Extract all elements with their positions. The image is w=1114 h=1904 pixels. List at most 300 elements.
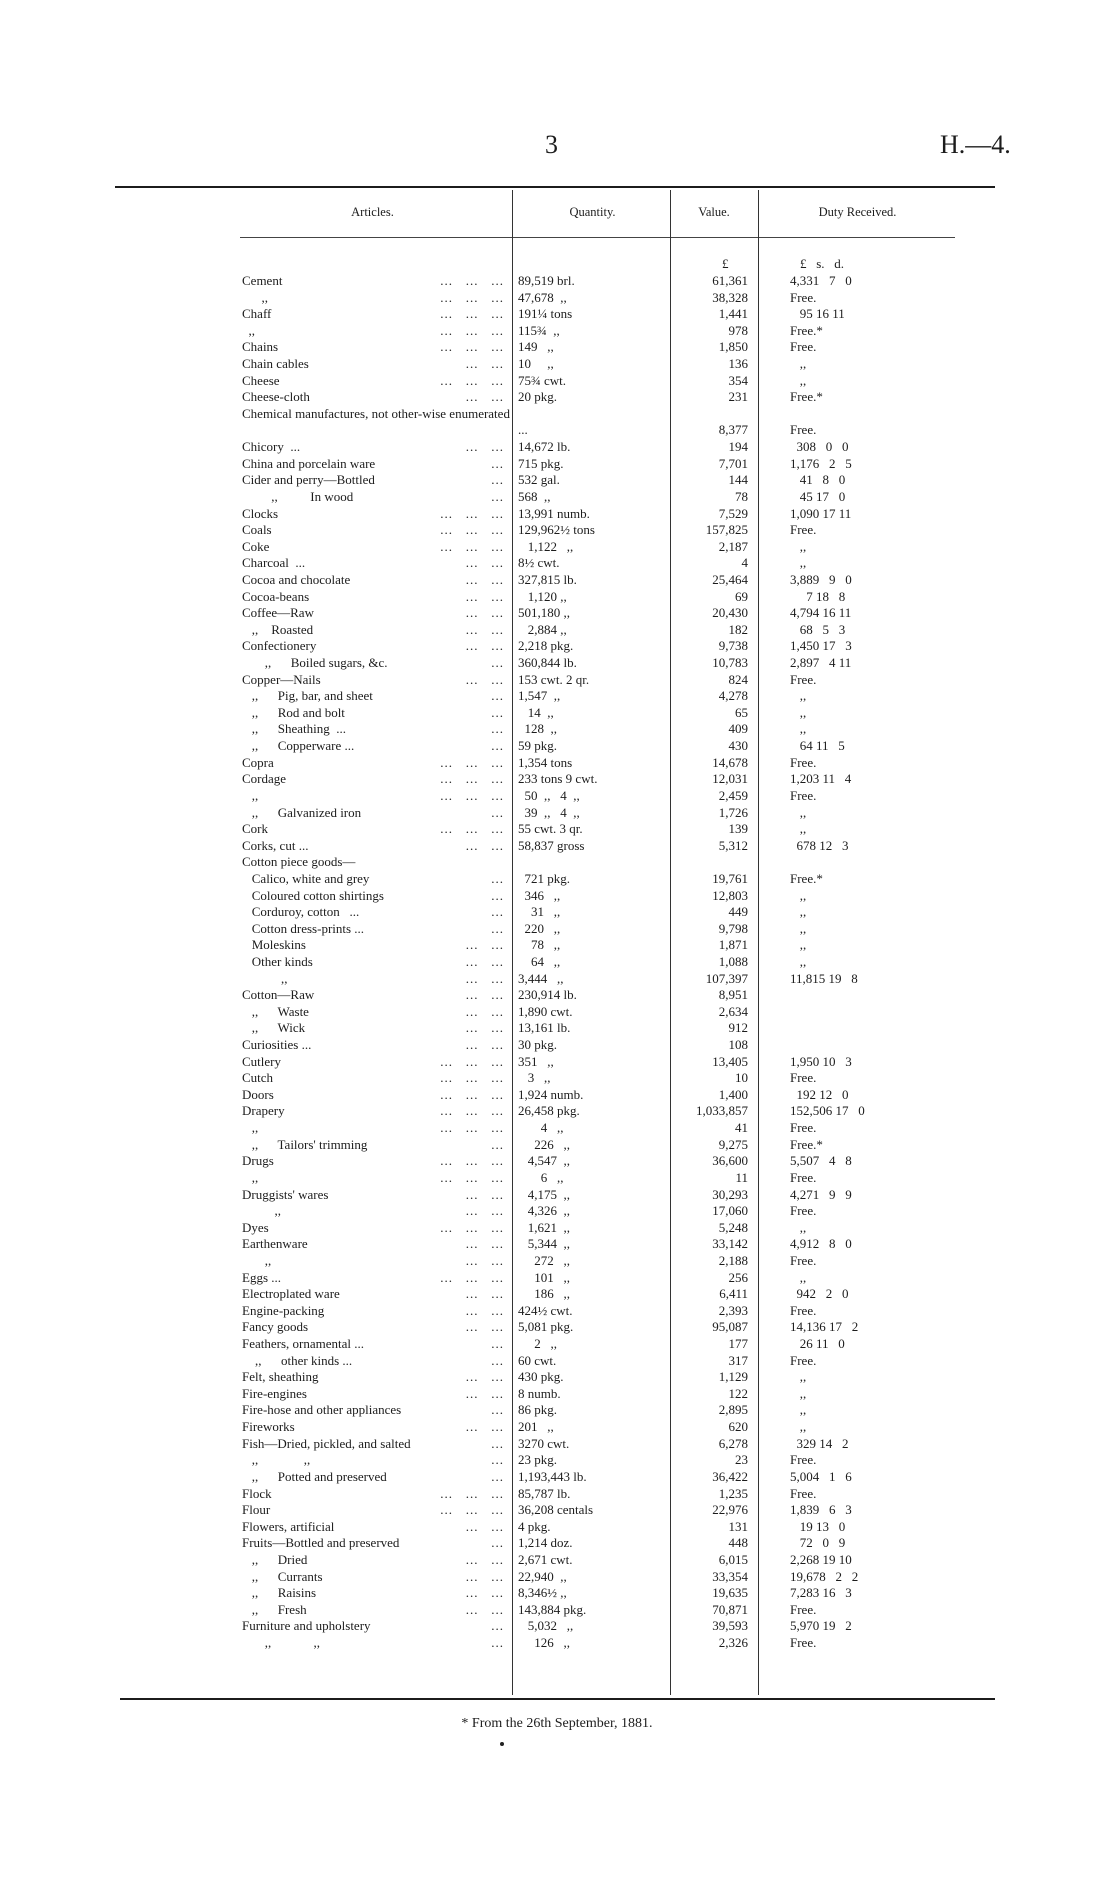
leader-dots: ... ... [465, 356, 504, 372]
duty-cell: 2,268 19 10 [790, 1551, 852, 1567]
article-name: ,, other kinds ... ... [242, 1352, 504, 1368]
leader-dots: ... ... ... [440, 1103, 504, 1119]
leader-dots: ... [491, 655, 504, 671]
value-cell: 1,033,857 [696, 1103, 748, 1119]
article-name: Fireworks ... ... [242, 1419, 504, 1435]
leader-dots: ... ... ... [440, 306, 504, 322]
table-row [0, 406, 1114, 439]
duty-cell: 2,897 4 11 [790, 655, 852, 671]
table-row [0, 738, 1114, 755]
article-name: Electroplated ware ... ... [242, 1286, 504, 1302]
value-cell: 10 [735, 1070, 748, 1086]
value-cell: 136 [728, 356, 748, 372]
value-cell: 8,377 [718, 422, 748, 438]
quantity-cell: 1,547 ,, [518, 688, 561, 704]
leader-dots: ... ... ... [440, 821, 504, 837]
leader-dots: ... ... [465, 1003, 504, 1019]
duty-cell: Free. [790, 787, 817, 803]
article-name: ,, ... ... ... [242, 322, 504, 338]
duty-cell: Free. [790, 754, 817, 770]
value-cell: 4 [741, 555, 748, 571]
leader-dots: ... ... ... [440, 1120, 504, 1136]
leader-dots: ... ... [465, 1419, 504, 1435]
quantity-cell: 327,815 lb. [518, 571, 577, 587]
value-cell: 2,188 [718, 1252, 748, 1268]
leader-dots: ... ... ... [440, 538, 504, 554]
quantity-cell: 1,924 numb. [518, 1086, 584, 1102]
article-name: ,, Potted and preserved ... [242, 1468, 504, 1484]
article-name: Cotton—Raw ... ... [242, 987, 504, 1003]
column-header-articles: Articles. [351, 205, 394, 219]
article-name: Fire-engines ... ... [242, 1385, 504, 1401]
duty-cell: Free. [790, 1352, 817, 1368]
article-name: ,, Rod and bolt ... [242, 704, 504, 720]
value-cell: 20,430 [712, 605, 748, 621]
article-name: ,, ... ... ... [242, 787, 504, 803]
article-name: Dyes ... ... ... [242, 1219, 504, 1235]
article-name: Fish—Dried, pickled, and salted ... [242, 1435, 504, 1451]
leader-dots: ... [491, 738, 504, 754]
leader-dots: ... [491, 920, 504, 936]
quantity-cell: 153 cwt. 2 qr. [518, 671, 590, 687]
article-name: ,, Dried ... ... [242, 1551, 504, 1567]
duty-cell: 4,271 9 9 [790, 1186, 852, 1202]
duty-cell: ,, [790, 821, 807, 837]
quantity-cell: 58,837 gross [518, 837, 585, 853]
duty-cell: Free. [790, 339, 817, 355]
quantity-cell: 4 pkg. [518, 1518, 551, 1534]
units-row [0, 256, 1114, 272]
quantity-cell: 8 numb. [518, 1385, 561, 1401]
table-row [0, 1469, 1114, 1486]
duty-cell: 14,136 17 2 [790, 1319, 859, 1335]
value-cell: 4,278 [718, 688, 748, 704]
duty-cell: Free.* [790, 1136, 823, 1152]
duty-cell: Free. [790, 1252, 817, 1268]
leader-dots: ... ... [465, 571, 504, 587]
article-name: Corduroy, cotton ... ... [242, 904, 504, 920]
table-row [0, 788, 1114, 805]
article-name: Cotton dress-prints ... ... [242, 920, 504, 936]
quantity-cell: 715 pkg. [518, 455, 564, 471]
value-cell: 9,738 [718, 638, 748, 654]
value-cell: 19,635 [712, 1585, 748, 1601]
duty-cell: 3,889 9 0 [790, 571, 852, 587]
quantity-cell: 5,081 pkg. [518, 1319, 574, 1335]
column-header-duty: Duty Received. [818, 205, 897, 219]
duty-cell: 1,950 10 3 [790, 1053, 852, 1069]
value-cell: 33,142 [712, 1236, 748, 1252]
value-cell: 449 [728, 904, 748, 920]
value-cell: 19,761 [712, 870, 748, 886]
article-name: ,, Copperware ... ... [242, 738, 504, 754]
article-name: Charcoal ... ... ... [242, 555, 504, 571]
quantity-cell: 1,193,443 lb. [518, 1468, 587, 1484]
table-row [0, 1502, 1114, 1519]
article-name: Cheese-cloth ... ... [242, 389, 504, 405]
quantity-cell: 60 cwt. [518, 1352, 557, 1368]
article-name: Cordage ... ... ... [242, 771, 504, 787]
leader-dots: ... ... [465, 1601, 504, 1617]
article-name: Flour ... ... ... [242, 1502, 504, 1518]
quantity-cell: 89,519 brl. [518, 273, 575, 288]
quantity-cell: 22,940 ,, [518, 1568, 567, 1584]
quantity-cell: 4,326 ,, [518, 1203, 570, 1219]
article-name: ,, ... ... [242, 1203, 504, 1219]
value-cell: 122 [728, 1385, 748, 1401]
leader-dots: ... ... [465, 439, 504, 455]
value-cell: 108 [728, 1037, 748, 1053]
duty-cell: Free. [790, 289, 817, 305]
table-row [0, 1618, 1114, 1635]
leader-dots: ... ... [465, 1186, 504, 1202]
leader-dots: ... ... [465, 621, 504, 637]
leader-dots: ... ... ... [440, 771, 504, 787]
quantity-cell: 86 pkg. [518, 1402, 557, 1418]
quantity-cell: 128 ,, [518, 721, 557, 737]
duty-cell: 11,815 19 8 [790, 970, 858, 986]
value-cell: 9,798 [718, 920, 748, 936]
quantity-cell: 532 gal. [518, 472, 560, 488]
leader-dots: ... [491, 488, 504, 504]
table-row [0, 1486, 1114, 1503]
duty-cell: 41 8 0 [790, 472, 846, 488]
duty-cell: Free. [790, 1601, 817, 1617]
duty-cell: 95 16 11 [790, 306, 845, 322]
table-row [0, 323, 1114, 340]
duty-cell: ,, [790, 372, 807, 388]
duty-cell: 7,283 16 3 [790, 1585, 852, 1601]
article-name: ,, Roasted ... ... [242, 621, 504, 637]
table-row [0, 1170, 1114, 1187]
value-cell: 1,400 [718, 1086, 748, 1102]
article-name: Eggs ... ... ... ... [242, 1269, 504, 1285]
quantity-cell: 8½ cwt. [518, 555, 560, 571]
article-name: ,, ... ... ... [242, 1120, 504, 1136]
leader-dots: ... ... [465, 1585, 504, 1601]
article-name: Cotton piece goods— [242, 854, 356, 870]
leader-dots: ... [491, 704, 504, 720]
leader-dots: ... [491, 455, 504, 471]
article-name: Corks, cut ... ... ... [242, 837, 504, 853]
table-row [0, 1137, 1114, 1154]
leader-dots: ... [491, 1402, 504, 1418]
table-row [0, 1153, 1114, 1170]
table-row [0, 1386, 1114, 1403]
table-row [0, 688, 1114, 705]
duty-cell: 19 13 0 [790, 1518, 846, 1534]
leader-dots: ... [491, 688, 504, 704]
quantity-cell: 78 ,, [518, 937, 561, 953]
table-row [0, 589, 1114, 606]
duty-cell: 7 18 8 [790, 588, 846, 604]
article-name: Chemical manufactures, not other-wise enumerated [242, 405, 510, 421]
table-row [0, 373, 1114, 390]
page-number: 3 [545, 130, 558, 159]
header-rule [240, 237, 955, 238]
value-cell: 256 [728, 1269, 748, 1285]
dot-mark [500, 1742, 504, 1746]
quantity-cell: 6 ,, [518, 1169, 564, 1185]
quantity-cell: 1,621 ,, [518, 1219, 570, 1235]
table-row [0, 1037, 1114, 1054]
quantity-cell: 30 pkg. [518, 1037, 557, 1053]
value-cell: 95,087 [712, 1319, 748, 1335]
value-cell: 36,600 [712, 1153, 748, 1169]
leader-dots: ... ... [465, 1369, 504, 1385]
value-cell: 22,976 [712, 1502, 748, 1518]
top-rule [115, 186, 995, 188]
duty-cell: 68 5 3 [790, 621, 846, 637]
value-cell: 182 [728, 621, 748, 637]
leader-dots: ... ... [465, 1037, 504, 1053]
table-row [0, 456, 1114, 473]
leader-dots: ... ... [465, 638, 504, 654]
value-cell: 1,235 [718, 1485, 748, 1501]
article-name: ,, Waste ... ... [242, 1003, 504, 1019]
table-row [0, 1120, 1114, 1137]
article-name: ,, Tailors' trimming ... [242, 1136, 504, 1152]
article-name: ,, Fresh ... ... [242, 1601, 504, 1617]
value-cell: 61,361 [712, 273, 748, 288]
value-cell: 1,850 [718, 339, 748, 355]
quantity-cell: 4 ,, [518, 1120, 564, 1136]
article-name: Coloured cotton shirtings ... [242, 887, 504, 903]
value-cell: 5,312 [718, 837, 748, 853]
quantity-cell: 568 ,, [518, 488, 551, 504]
leader-dots: ... ... [465, 1302, 504, 1318]
article-name: ,, Pig, bar, and sheet ... [242, 688, 504, 704]
value-cell: 70,871 [712, 1601, 748, 1617]
leader-dots: ... [491, 1336, 504, 1352]
value-cell: 23 [735, 1452, 748, 1468]
article-name: Earthenware ... ... [242, 1236, 504, 1252]
article-name: Fire-hose and other appliances ... [242, 1402, 504, 1418]
duty-cell: ,, [790, 704, 807, 720]
quantity-cell: 10 ,, [518, 356, 554, 372]
table-row [0, 1286, 1114, 1303]
leader-dots: ... ... ... [440, 1086, 504, 1102]
duty-cell: ,, [790, 721, 807, 737]
duty-cell: ,, [790, 937, 807, 953]
value-cell: 409 [728, 721, 748, 737]
table-row [0, 439, 1114, 456]
value-cell: 69 [735, 588, 748, 604]
table-row [0, 1087, 1114, 1104]
value-cell: 231 [728, 389, 748, 405]
duty-cell: 308 0 0 [790, 439, 849, 455]
duty-cell: Free. [790, 1634, 817, 1650]
duty-cell: ,, [790, 1219, 807, 1235]
article-name: Clocks ... ... ... [242, 505, 504, 521]
leader-dots: ... [491, 870, 504, 886]
duty-cell: 1,090 17 11 [790, 505, 852, 521]
quantity-cell: 2,218 pkg. [518, 638, 574, 654]
article-name: ,, Sheathing ... ... [242, 721, 504, 737]
quantity-cell: 126 ,, [518, 1634, 570, 1650]
quantity-cell: 2,884 ,, [518, 621, 567, 637]
value-cell: 824 [728, 671, 748, 687]
article-name: Felt, sheathing ... ... [242, 1369, 504, 1385]
table-row [0, 489, 1114, 506]
value-cell: 8,951 [718, 987, 748, 1003]
leader-dots: ... ... ... [440, 754, 504, 770]
article-name: Drugs ... ... ... [242, 1153, 504, 1169]
table-row [0, 1187, 1114, 1204]
value-cell: 2,187 [718, 538, 748, 554]
article-name: Coke ... ... ... [242, 538, 504, 554]
quantity-cell: 4,547 ,, [518, 1153, 570, 1169]
table-row [0, 638, 1114, 655]
table-row [0, 1353, 1114, 1370]
leader-dots: ... ... [465, 1020, 504, 1036]
quantity-cell: 1,122 ,, [518, 538, 574, 554]
table-row [0, 771, 1114, 788]
leader-dots: ... ... [465, 605, 504, 621]
duty-cell: Free. [790, 671, 817, 687]
quantity-cell: 85,787 lb. [518, 1485, 571, 1501]
quantity-cell: 233 tons 9 cwt. [518, 771, 598, 787]
table-row [0, 854, 1114, 871]
article-name: Cider and perry—Bottled ... [242, 472, 504, 488]
leader-dots: ... [491, 1435, 504, 1451]
article-name: ,, ,, ... [242, 1452, 504, 1468]
leader-dots: ... ... ... [440, 1502, 504, 1518]
value-unit: £ [722, 256, 729, 271]
leader-dots: ... ... [465, 1385, 504, 1401]
value-cell: 430 [728, 738, 748, 754]
leader-dots: ... ... [465, 1568, 504, 1584]
leader-dots: ... [491, 721, 504, 737]
article-name: Coals ... ... ... [242, 522, 504, 538]
leader-dots: ... ... ... [440, 322, 504, 338]
quantity-cell: 5,032 ,, [518, 1618, 574, 1634]
duty-cell: Free. [790, 1302, 817, 1318]
leader-dots: ... ... [465, 987, 504, 1003]
table-row [0, 472, 1114, 489]
quantity-cell: 143,884 pkg. [518, 1601, 587, 1617]
article-name: China and porcelain ware ... [242, 455, 504, 471]
leader-dots: ... ... ... [440, 372, 504, 388]
duty-cell: Free. [790, 1070, 817, 1086]
article-name: Chains ... ... ... [242, 339, 504, 355]
value-cell: 194 [728, 439, 748, 455]
table-row [0, 805, 1114, 822]
duty-cell: Free. [790, 422, 817, 438]
duty-cell: 5,970 19 2 [790, 1618, 852, 1634]
duty-cell: ,, [790, 954, 807, 969]
value-cell: 12,803 [712, 887, 748, 903]
table-row [0, 954, 1114, 971]
quantity-cell: 1,354 tons [518, 754, 573, 770]
quantity-cell: 115¾ ,, [518, 322, 560, 338]
table-row [0, 1270, 1114, 1287]
quantity-cell: 2,671 cwt. [518, 1551, 573, 1567]
duty-cell: 329 14 2 [790, 1435, 849, 1451]
article-name: Curiosities ... ... ... [242, 1037, 504, 1053]
table-row [0, 1402, 1114, 1419]
quantity-cell: 1,120 ,, [518, 588, 567, 604]
duty-cell: 45 17 0 [790, 488, 846, 504]
table-row [0, 921, 1114, 938]
quantity-cell: 272 ,, [518, 1252, 570, 1268]
quantity-cell: 14 ,, [518, 704, 554, 720]
table-row [0, 987, 1114, 1004]
article-name: ,, ... ... ... [242, 289, 504, 305]
leader-dots: ... [491, 1136, 504, 1152]
quantity-cell: 1,890 cwt. [518, 1003, 573, 1019]
leader-dots: ... ... [465, 1236, 504, 1252]
table-row [0, 1070, 1114, 1087]
table-row [0, 1303, 1114, 1320]
column-header-value: Value. [698, 205, 730, 219]
duty-cell: Free. [790, 1485, 817, 1501]
article-name: ,, Wick ... ... [242, 1020, 504, 1036]
table-row [0, 1585, 1114, 1602]
value-cell: 13,405 [712, 1053, 748, 1069]
table-row [0, 1220, 1114, 1237]
article-name: Cheese ... ... ... [242, 372, 504, 388]
value-cell: 6,015 [718, 1551, 748, 1567]
table-row [0, 1436, 1114, 1453]
article-name: ,, ... ... [242, 1252, 504, 1268]
duty-cell: Free. [790, 1452, 817, 1468]
table-row [0, 1519, 1114, 1536]
value-cell: 2,459 [718, 787, 748, 803]
document-id: H.—4. [940, 130, 1011, 159]
table-row [0, 1253, 1114, 1270]
value-cell: 131 [728, 1518, 748, 1534]
article-name: Chicory ... ... ... [242, 439, 504, 455]
table-row [0, 555, 1114, 572]
value-cell: 38,328 [712, 289, 748, 305]
leader-dots: ... [491, 1634, 504, 1650]
quantity-cell: 3270 cwt. [518, 1435, 570, 1451]
value-cell: 6,411 [719, 1286, 748, 1302]
value-cell: 2,326 [718, 1634, 748, 1650]
table-row [0, 1452, 1114, 1469]
article-name: ,, ,, ... [242, 1634, 504, 1650]
value-cell: 41 [735, 1120, 748, 1136]
leader-dots: ... ... ... [440, 339, 504, 355]
table-row [0, 605, 1114, 622]
quantity-cell: 55 cwt. 3 qr. [518, 821, 583, 837]
value-cell: 317 [728, 1352, 748, 1368]
duty-cell: 4,331 7 0 [790, 273, 852, 288]
leader-dots: ... ... ... [440, 1219, 504, 1235]
leader-dots: ... [491, 472, 504, 488]
duty-cell: ,, [790, 920, 807, 936]
leader-dots: ... ... ... [440, 1485, 504, 1501]
table-row [0, 871, 1114, 888]
value-cell: 139 [728, 821, 748, 837]
article-name: Cork ... ... ... [242, 821, 504, 837]
leader-dots: ... [491, 1618, 504, 1634]
table-row [0, 904, 1114, 921]
duty-cell: 4,794 16 11 [790, 605, 852, 621]
leader-dots: ... [491, 1452, 504, 1468]
table-row [0, 1236, 1114, 1253]
table-row [0, 522, 1114, 539]
article-name: Moleskins ... ... [242, 937, 504, 953]
quantity-cell: 149 ,, [518, 339, 554, 355]
leader-dots: ... ... [465, 1319, 504, 1335]
value-cell: 6,278 [718, 1435, 748, 1451]
table-row [0, 1552, 1114, 1569]
table-row [0, 389, 1114, 406]
value-cell: 25,464 [712, 571, 748, 587]
value-cell: 36,422 [712, 1468, 748, 1484]
